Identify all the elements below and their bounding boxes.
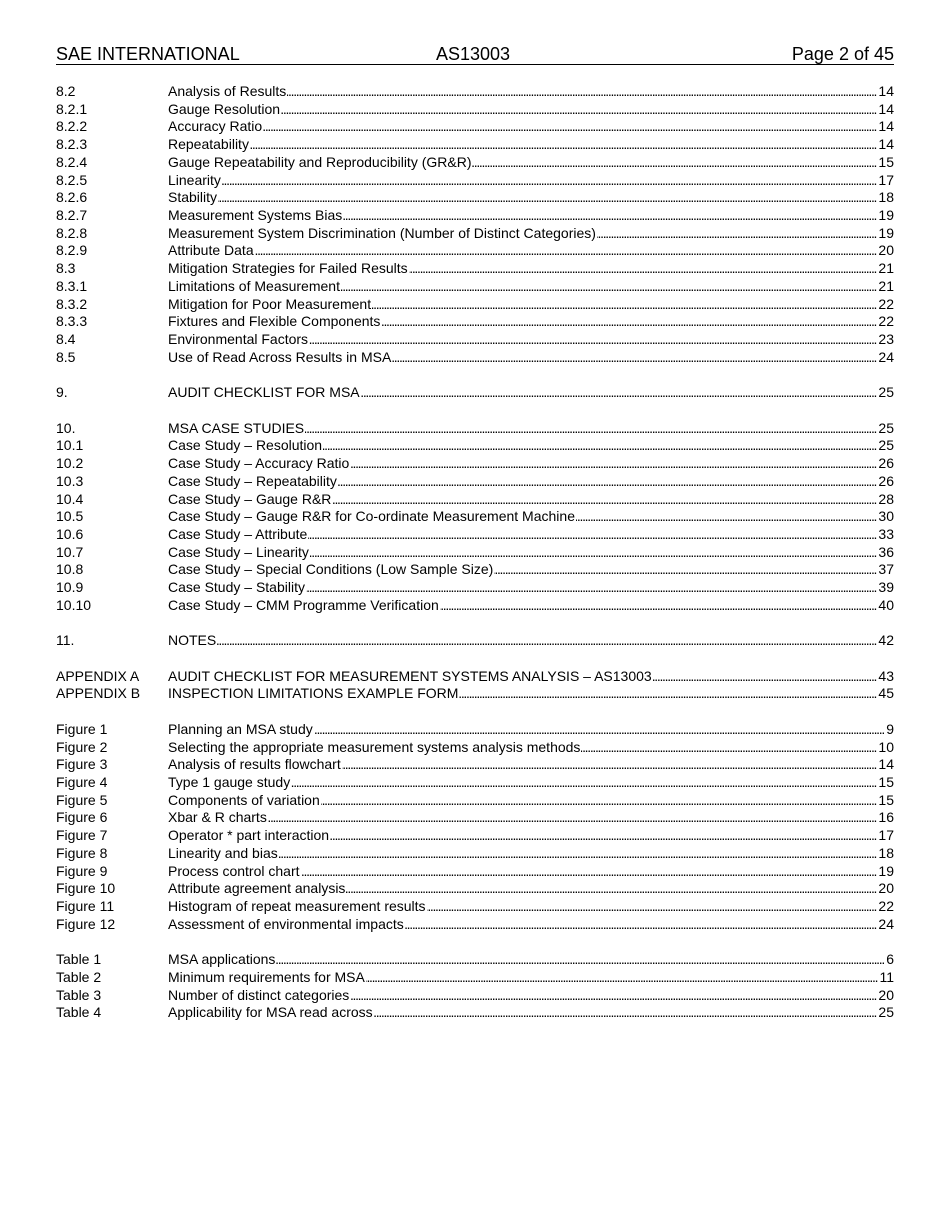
toc-entry[interactable] [56,225,894,243]
toc-entry-number: Figure 6 [56,809,108,826]
toc-entry[interactable] [56,987,894,1005]
toc-entry[interactable] [56,544,894,562]
toc-entry-number: Figure 9 [56,862,108,879]
toc-entry[interactable] [56,473,894,491]
toc-entry-title: Applicability for MSA read across [168,1004,373,1021]
toc-entry[interactable] [56,118,894,136]
toc-entry-number: 8.2.2 [56,118,88,135]
dot-leader [459,685,877,703]
toc-entry-title: Case Study – Attribute [168,525,308,542]
toc-entry-page: 10 [878,738,894,755]
toc-entry[interactable] [56,721,894,739]
dot-leader [287,83,877,101]
toc-entry-page: 37 [878,561,894,578]
toc-entry[interactable] [56,313,894,331]
toc-entry[interactable] [56,526,894,544]
toc-entry-title: Components of variation [168,791,320,808]
toc-entry[interactable] [56,969,894,987]
toc-entry-number: 8.2.7 [56,207,88,224]
dot-leader [308,526,877,544]
dot-leader [440,597,878,615]
toc-entry-page: 30 [878,508,894,525]
dot-leader [392,349,877,367]
toc-entry-number: 10.5 [56,508,84,525]
toc-entry[interactable] [56,491,894,509]
toc-entry-title: Case Study – Repeatability [168,472,337,489]
dot-leader [321,792,878,810]
toc-entry-page: 25 [878,1004,894,1021]
toc-entry-title: Planning an MSA study [168,720,313,737]
toc-entry-page: 17 [878,827,894,844]
toc-entry-title: Attribute Data [168,242,254,259]
toc-entry[interactable] [56,774,894,792]
toc-entry-page: 16 [878,809,894,826]
toc-entry[interactable] [56,101,894,119]
dot-leader [372,296,877,314]
toc-entry-number: Figure 4 [56,774,108,791]
toc-entry-number: 10.10 [56,596,92,613]
toc-entry[interactable] [56,207,894,225]
toc-entry-title: Measurement System Discrimination (Number of Distinct Categories) [168,224,596,241]
toc-entry[interactable] [56,668,894,686]
toc-entry-title: Linearity and bias [168,844,278,861]
toc-entry-title: Use of Read Across Results in MSA [168,348,392,365]
toc-entry-number: 10.6 [56,525,84,542]
toc-entry-page: 19 [878,862,894,879]
group-spacer [56,402,894,420]
dot-leader [310,544,878,562]
toc-entry-page: 24 [878,915,894,932]
toc-entry-page: 15 [878,774,894,791]
dot-leader [309,331,877,349]
toc-entry-title: Process control chart [168,862,300,879]
dot-leader [427,898,878,916]
toc-entry-page: 20 [878,880,894,897]
toc-entry-page: 20 [878,986,894,1003]
toc-entry-title: Repeatability [168,136,249,153]
toc-entry-title: Assessment of environmental impacts [168,915,404,932]
dot-leader [217,632,877,650]
toc-entry-page: 25 [878,419,894,436]
toc-entry[interactable] [56,739,894,757]
toc-entry-page: 21 [878,260,894,277]
toc-entry-number: 8.4 [56,331,76,348]
dot-leader [276,951,885,969]
toc-entry-title: Mitigation for Poor Measurement [168,295,372,312]
toc-entry-number: 8.2.8 [56,224,88,241]
toc-entry-title: Selecting the appropriate measurement systems analysis methods [168,738,581,755]
dot-leader [653,668,878,686]
dot-leader [281,101,877,119]
toc-entry-number: Table 4 [56,1004,102,1021]
toc-entry-page: 18 [878,189,894,206]
toc-entry-page: 20 [878,242,894,259]
toc-entry[interactable] [56,508,894,526]
toc-entry-page: 26 [878,472,894,489]
toc-entry[interactable] [56,455,894,473]
toc-entry-title: Limitations of Measurement [168,277,340,294]
dot-leader [306,579,877,597]
toc-entry-title: Gauge Repeatability and Reproducibility (GR&R) [168,153,472,170]
toc-entry-number: 10.7 [56,543,84,560]
toc-entry-page: 22 [878,898,894,915]
toc-entry-page: 19 [878,207,894,224]
dot-leader [350,455,877,473]
toc-entry[interactable] [56,827,894,845]
dot-leader [576,508,877,526]
toc-entry[interactable] [56,331,894,349]
dot-leader [405,916,878,934]
toc-entry[interactable] [56,278,894,296]
toc-entry-title: Environmental Factors [168,331,309,348]
toc-entry-number: Table 3 [56,986,102,1003]
toc-entry-title: Case Study – Accuracy Ratio [168,455,350,472]
group-spacer [56,934,894,952]
toc-entry-number: Figure 12 [56,915,116,932]
dot-leader [305,420,877,438]
toc-entry-number: Figure 11 [56,898,115,915]
toc-entry-title: Analysis of Results [168,83,287,99]
toc-entry-page: 33 [878,525,894,542]
group-spacer [56,367,894,385]
toc-entry-title: Histogram of repeat measurement results [168,898,426,915]
toc-entry-title: Accuracy Ratio [168,118,263,135]
page-header [56,44,894,65]
toc-entry-number: 8.2 [56,83,76,99]
toc-entry-title: Mitigation Strategies for Failed Results [168,260,408,277]
toc-entry-number: 9. [56,384,68,401]
toc-entry-page: 18 [878,844,894,861]
toc-entry-number: 10.3 [56,472,84,489]
toc-entry-number: 8.2.4 [56,153,88,170]
toc-entry[interactable] [56,349,894,367]
toc-entry-title: Linearity [168,171,221,188]
toc-entry-page: 11 [879,968,894,985]
dot-leader [291,774,877,792]
toc-entry[interactable] [56,154,894,172]
toc-entry[interactable] [56,384,894,402]
toc-entry[interactable] [56,260,894,278]
toc-entry-number: 8.2.3 [56,136,88,153]
toc-entry[interactable] [56,756,894,774]
toc-entry-title: Case Study – Resolution [168,437,323,454]
toc-entry-number: Figure 10 [56,880,116,897]
toc-entry-page: 9 [886,720,894,737]
toc-entry[interactable] [56,916,894,934]
dot-leader [597,225,878,243]
toc-entry-number: 8.2.5 [56,171,88,188]
toc-entry-page: 14 [878,118,894,135]
toc-entry[interactable] [56,579,894,597]
toc-entry-number: 8.3.3 [56,313,88,330]
toc-entry-title: Gauge Resolution [168,100,281,117]
toc-entry-number: 8.5 [56,348,76,365]
toc-entry-number: 10.9 [56,579,84,596]
toc-entry-title: Case Study – Stability [168,579,305,596]
toc-entry-number: Figure 3 [56,756,108,773]
toc-entry-title: Case Study – Gauge R&R [168,490,332,507]
toc-entry-page: 42 [878,632,894,649]
dot-leader [268,809,878,827]
toc-entry-number: 8.3.1 [56,277,88,294]
dot-leader [341,278,877,296]
toc-entry-title: Number of distinct categories [168,986,350,1003]
toc-entry-page: 17 [878,171,894,188]
toc-entry-page: 25 [878,437,894,454]
toc-entry-number: Figure 1 [56,720,108,737]
toc-entry-number: 11. [56,632,75,649]
toc-entry-page: 6 [886,951,894,968]
toc-entry-page: 15 [878,153,894,170]
toc-entry-page: 15 [878,791,894,808]
dot-leader [301,863,878,881]
toc-entry-page: 39 [878,579,894,596]
toc-entry-page: 28 [878,490,894,507]
toc-entry-page: 26 [878,455,894,472]
toc-entry-number: APPENDIX B [56,685,141,702]
toc-entry-title: Measurement Systems Bias [168,207,343,224]
toc-entry-title: Case Study – Linearity [168,543,309,560]
toc-entry-page: 36 [878,543,894,560]
toc-entry[interactable] [56,136,894,154]
toc-entry-title: AUDIT CHECKLIST FOR MEASUREMENT SYSTEMS ANALYSIS – AS13003 [168,667,652,684]
toc-entry-page: 14 [878,83,894,99]
dot-leader [346,880,877,898]
toc-entry-title: Fixtures and Flexible Components [168,313,381,330]
toc-entry[interactable] [56,880,894,898]
dot-leader [330,827,877,845]
toc-entry-title: Type 1 gauge study [168,774,291,791]
document-number: AS13003 [436,44,511,64]
toc-entry-page: 14 [878,756,894,773]
toc-entry-number: 8.2.6 [56,189,88,206]
toc-entry-title: Case Study – CMM Programme Verification [168,596,439,613]
toc-entry[interactable] [56,597,894,615]
toc-entry-number: 10.2 [56,455,84,472]
toc-entry-page: 19 [878,224,894,241]
toc-entry-page: 14 [878,136,894,153]
toc-entry[interactable] [56,561,894,579]
toc-entry[interactable] [56,296,894,314]
toc-entry-page: 25 [878,384,894,401]
dot-leader [279,845,878,863]
toc-entry-title: MSA applications [168,951,276,968]
toc-entry[interactable] [56,1004,894,1022]
toc-entry-number: Table 1 [56,951,102,968]
toc-entry-title: Minimum requirements for MSA [168,968,365,985]
page-indicator: Page 2 of 45 [791,44,894,64]
group-spacer [56,615,894,633]
toc-entry-page: 14 [878,100,894,117]
dot-leader [343,207,877,225]
table-of-contents [56,83,894,1022]
toc-entry[interactable] [56,189,894,207]
toc-entry-title: Operator * part interaction [168,827,330,844]
toc-entry[interactable] [56,863,894,881]
toc-entry-number: Figure 8 [56,844,108,861]
dot-leader [255,242,878,260]
dot-leader [342,756,878,774]
toc-entry[interactable] [56,420,894,438]
dot-leader [314,721,885,739]
toc-entry-number: 8.3.2 [56,295,88,312]
toc-entry-page: 45 [878,685,894,702]
toc-entry-number: 8.3 [56,260,76,277]
dot-leader [332,491,877,509]
toc-entry-title: Case Study – Gauge R&R for Co-ordinate Measurement Machine [168,508,575,525]
toc-entry-title: Case Study – Special Conditions (Low Sample Size) [168,561,494,578]
toc-entry-number: Figure 7 [56,827,108,844]
dot-leader [323,437,877,455]
toc-entry-title: Xbar & R charts [168,809,267,826]
toc-entry[interactable] [56,809,894,827]
toc-entry-page: 22 [878,313,894,330]
toc-entry-page: 22 [878,295,894,312]
toc-entry[interactable] [56,632,894,650]
toc-entry-number: 10.1 [56,437,84,454]
toc-entry[interactable] [56,951,894,969]
dot-leader [361,384,878,402]
group-spacer [56,703,894,721]
toc-entry-number: Figure 5 [56,791,108,808]
toc-entry-page: 23 [878,331,894,348]
toc-entry-number: 10.8 [56,561,84,578]
dot-leader [494,561,877,579]
group-spacer [56,650,894,668]
dot-leader [350,987,877,1005]
toc-entry[interactable] [56,437,894,455]
dot-leader [472,154,877,172]
toc-entry[interactable] [56,242,894,260]
toc-entry-page: 24 [878,348,894,365]
dot-leader [366,969,879,987]
toc-entry[interactable] [56,898,894,916]
dot-leader [338,473,878,491]
toc-entry-number: 8.2.1 [56,100,88,117]
toc-entry-title: Analysis of results flowchart [168,756,341,773]
toc-entry-page: 43 [878,667,894,684]
toc-entry-number: Figure 2 [56,738,108,755]
toc-entry-title: Stability [168,189,218,206]
toc-entry[interactable] [56,685,894,703]
dot-leader [222,172,878,190]
toc-entry-page: 21 [878,277,894,294]
toc-entry-number: APPENDIX A [56,667,140,684]
toc-entry[interactable] [56,83,894,101]
toc-entry[interactable] [56,792,894,810]
dot-leader [374,1004,878,1022]
toc-entry-page: 40 [878,596,894,613]
toc-entry-title: MSA CASE STUDIES [168,419,305,436]
toc-entry[interactable] [56,172,894,190]
toc-entry-number: 8.2.9 [56,242,88,259]
toc-entry-title: NOTES [168,632,217,649]
toc-entry-number: 10. [56,419,76,436]
dot-leader [218,189,877,207]
toc-entry-number: Table 2 [56,968,102,985]
dot-leader [250,136,877,154]
toc-entry[interactable] [56,845,894,863]
toc-entry-title: INSPECTION LIMITATIONS EXAMPLE FORM [168,685,459,702]
publisher-name: SAE INTERNATIONAL [56,44,240,64]
dot-leader [381,313,877,331]
toc-entry-number: 10.4 [56,490,84,507]
dot-leader [263,118,877,136]
toc-entry-title: Attribute agreement analysis [168,880,346,897]
dot-leader [581,739,877,757]
toc-entry-title: AUDIT CHECKLIST FOR MSA [168,384,360,401]
dot-leader [409,260,878,278]
